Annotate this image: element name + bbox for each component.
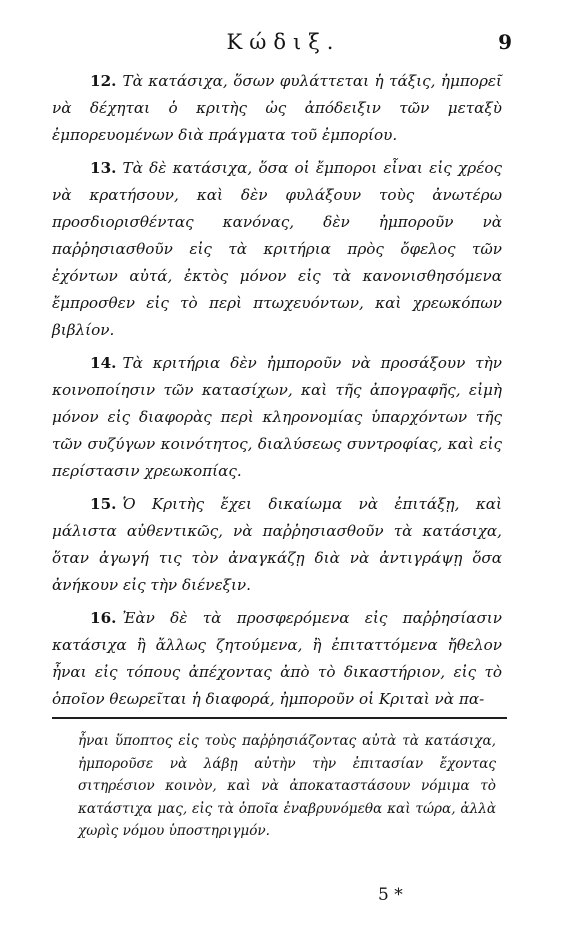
paragraph-text: Ἐὰν δὲ τὰ προσφερόμενα εἰς παῤῥησίασιν κατάσιχα ἢ ἄλλως ζητούμενα, ἢ ἐπιταττόμενα ἤθελον ἦναι εἰς τόπους ἀπέχοντας ἀπὸ τὸ δικαστήριον, εἰς τὸ ὁποῖον θεωρεῖται ἡ διαφορά, ἠμποροῦν οἱ Κριταὶ νὰ πα- <box>52 609 502 708</box>
paragraph-number: 16. <box>90 609 117 627</box>
paragraph-15 <box>52 491 502 599</box>
footnote-rule <box>52 717 507 719</box>
paragraph-text: Τὰ κριτήρια δὲν ἠμποροῦν νὰ προσάξουν τὴν κοινοποίησιν τῶν κατασίχων, καὶ τῆς ἀπογραφῆς, εἰμὴ μόνον εἰς διαφορὰς περὶ κληρονομίας ὑπαρχόντων τῆς τῶν συζύγων κοινότητος, διαλύσεως συντροφίας, καὶ εἰς περίστασιν χρεωκοπίας. <box>52 354 502 480</box>
paragraph-13 <box>52 155 502 344</box>
paragraph-text: Τὰ δὲ κατάσιχα, ὅσα οἱ ἔμποροι εἶναι εἰς χρέος νὰ κρατήσουν, καὶ δὲν φυλάξουν τοὺς ἀνωτέρω προσδιορισθέντας κανόνας, δὲν ἠμποροῦν νὰ παῤῥησιασθοῦν εἰς τὰ κριτήρια πρὸς ὄφελος τῶν ἐχόντων αὐτά, ἐκτὸς μόνον εἰς τὰ κανονισθησόμενα ἔμπροσθεν εἰς τὸ περὶ πτωχευόντων, καὶ χρεωκόπων βιβλίον. <box>52 159 502 339</box>
running-head <box>0 30 567 60</box>
paragraph-16 <box>52 605 502 713</box>
paragraph-text: Ὁ Κριτὴς ἔχει δικαίωμα νὰ ἐπιτάξῃ, καὶ μάλιστα αὐθεντικῶς, νὰ παῤῥησιασθοῦν τὰ κατάσιχα, ὅταν ἀγωγή τις τὸν ἀναγκάζῃ διὰ νὰ ἀντιγράψῃ ὅσα ἀνήκουν εἰς τὴν διένεξιν. <box>52 495 502 594</box>
paragraph-number: 15. <box>90 495 117 513</box>
signature-mark: 5 * <box>378 885 403 905</box>
footnote: ἦναι ὕποπτος εἰς τοὺς παῤῥησιάζοντας αὐτὰ τὰ κατάσιχα, ἠμποροῦσε νὰ λάβῃ αὐτὴν τὴν ἐπιτασίαν ἔχοντας σιτηρέσιον κοινὸν, καὶ νὰ ἀποκαταστάσουν νόμιμα τὸ κατάστιχα μας, εἰς τὰ ὁποῖα ἐναβρυνόμεθα καὶ τώρα, ἀλλὰ χωρὶς νόμου ὑποστηριγμόν. <box>78 733 496 840</box>
paragraph-number: 13. <box>90 159 117 177</box>
paragraph-text: Τὰ κατάσιχα, ὅσων φυλάττεται ἡ τάξις, ἠμπορεῖ νὰ δέχηται ὁ κριτὴς ὡς ἀπόδειξιν τῶν μεταξὺ ἐμπορευομένων διὰ πράγματα τοῦ ἐμπορίου. <box>52 72 502 144</box>
page-number: 9 <box>498 30 512 54</box>
paragraph-12 <box>52 68 502 149</box>
paragraph-number: 14. <box>90 354 117 372</box>
paragraph-14 <box>52 350 502 485</box>
main-text <box>52 68 502 719</box>
paragraph-number: 12. <box>90 72 117 90</box>
running-title: Κώδιξ. <box>226 30 341 54</box>
